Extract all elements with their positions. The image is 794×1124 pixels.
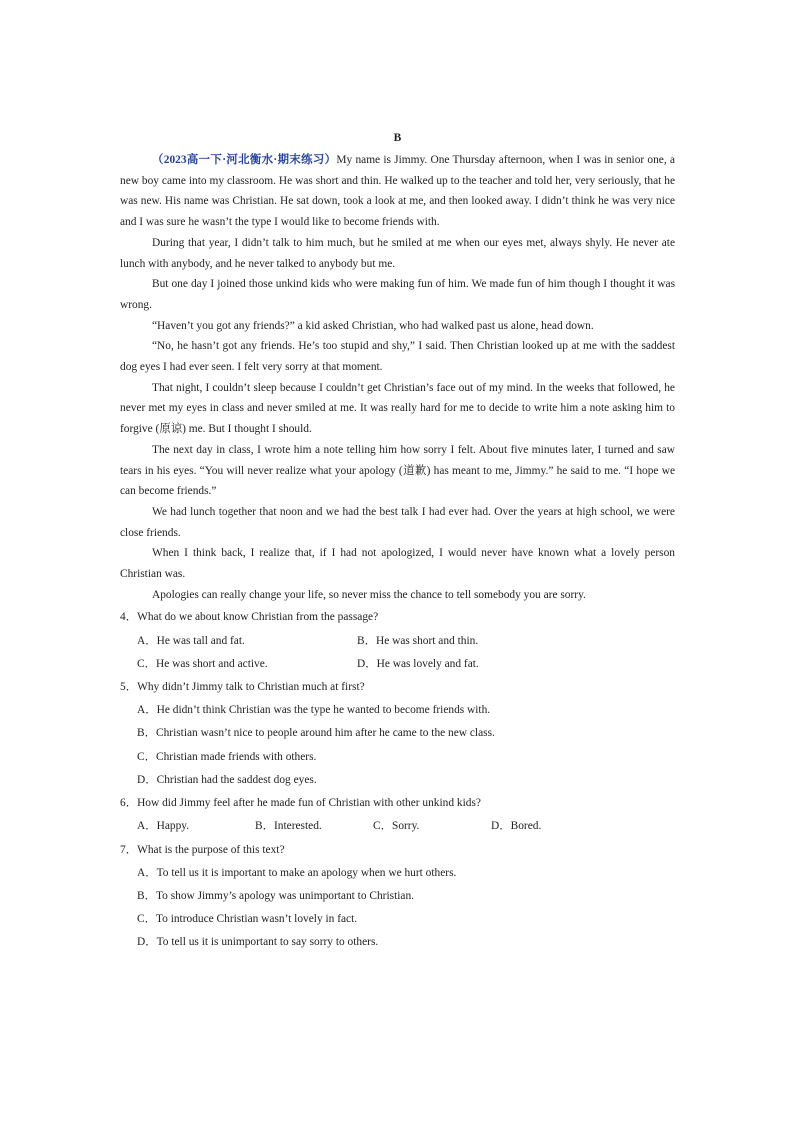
question-7-option-d: D．To tell us it is unimportant to say sorry to others. bbox=[137, 936, 379, 949]
question-4-stem: 4．What do we about know Christian from the passage? bbox=[120, 611, 379, 624]
passage-content bbox=[120, 128, 675, 955]
paragraph-6: That night, I couldn’t sleep because I couldn’t get Christian’s face out of my mind. In the weeks that followed, he never met my eyes in class and never smiled at me. It was really hard for me to decide to write him a note asking him to forgive (原谅) me. But I thought I should. bbox=[120, 381, 675, 436]
paragraph-7: The next day in class, I wrote him a note telling him how sorry I felt. About five minutes later, I turned and saw tears in his eyes. “You will never realize what your apology (道歉) has meant to me, Jimmy.” he said to me. “I hope we can become friends.” bbox=[120, 443, 675, 498]
paragraph-5: “No, he hasn’t got any friends. He’s too stupid and shy,” I said. Then Christian looked up at me with the saddest dog eyes I had ever seen. I felt very sorry at that moment. bbox=[120, 340, 675, 374]
paragraph-2: During that year, I didn’t talk to him much, but he smiled at me when our eyes met, always shyly. He never ate lunch with anybody, and he never talked to anybody but me. bbox=[120, 236, 675, 270]
section-heading: B bbox=[393, 132, 402, 144]
paragraph-9: When I think back, I realize that, if I had not apologized, I would never have known what a lovely person Christian was. bbox=[120, 547, 675, 581]
question-5-option-c: C．Christian made friends with others. bbox=[137, 750, 317, 763]
paragraph-8: We had lunch together that noon and we had the best talk I had ever had. Over the years at high school, we were close friends. bbox=[120, 505, 675, 539]
question-list bbox=[120, 606, 675, 954]
question-4-option-b: B．He was short and thin. bbox=[357, 634, 479, 647]
paragraph-10: Apologies can really change your life, so never miss the chance to tell somebody you are sorry. bbox=[152, 588, 586, 601]
question-5-option-b: B．Christian wasn’t nice to people around him after he came to the new class. bbox=[137, 727, 495, 740]
paragraph-1-text: My name is Jimmy. One Thursday afternoon, when I was in senior one, a new boy came into my classroom. He was short and thin. He walked up to the teacher and told her, very seriously, that he was new. His name was Christian. He sat down, took a look at me, and then looked away. I didn’t think he was very nice and I was sure he wasn’t the type I would like to become friends with. bbox=[120, 154, 675, 229]
question-4-options-row-1 bbox=[137, 630, 675, 653]
question-5-option-d: D．Christian had the saddest dog eyes. bbox=[137, 773, 317, 786]
source-tag: （2023高一下·河北衡水·期末练习） bbox=[152, 154, 337, 166]
question-4-option-a: A．He was tall and fat. bbox=[137, 634, 245, 647]
question-6-option-c: C．Sorry. bbox=[373, 820, 420, 833]
question-4-option-d: D．He was lovely and fat. bbox=[357, 657, 479, 670]
question-6-option-d: D．Bored. bbox=[491, 820, 542, 833]
question-5-stem: 5．Why didn’t Jimmy talk to Christian much at first? bbox=[120, 681, 365, 694]
question-7-option-c: C．To introduce Christian wasn’t lovely in fact. bbox=[137, 913, 358, 926]
question-4-options-row-2 bbox=[137, 653, 675, 676]
question-6-option-a: A．Happy. bbox=[137, 820, 190, 833]
question-4-option-c: C．He was short and active. bbox=[137, 657, 268, 670]
question-7-option-a: A．To tell us it is important to make an apology when we hurt others. bbox=[137, 866, 457, 879]
question-7-stem: 7．What is the purpose of this text? bbox=[120, 843, 285, 856]
paragraph-4: “Haven’t you got any friends?” a kid asked Christian, who had walked past us alone, head down. bbox=[152, 319, 594, 332]
question-6-options-row bbox=[137, 815, 675, 838]
question-6-stem: 6．How did Jimmy feel after he made fun of Christian with other unkind kids? bbox=[120, 797, 481, 810]
question-6-option-b: B．Interested. bbox=[255, 820, 322, 833]
paragraph-1 bbox=[120, 150, 675, 233]
question-5-option-a: A．He didn’t think Christian was the type he wanted to become friends with. bbox=[137, 704, 491, 717]
question-7-option-b: B．To show Jimmy’s apology was unimportant to Christian. bbox=[137, 889, 415, 902]
paragraph-3: But one day I joined those unkind kids who were making fun of him. We made fun of him though I thought it was wrong. bbox=[120, 278, 675, 311]
